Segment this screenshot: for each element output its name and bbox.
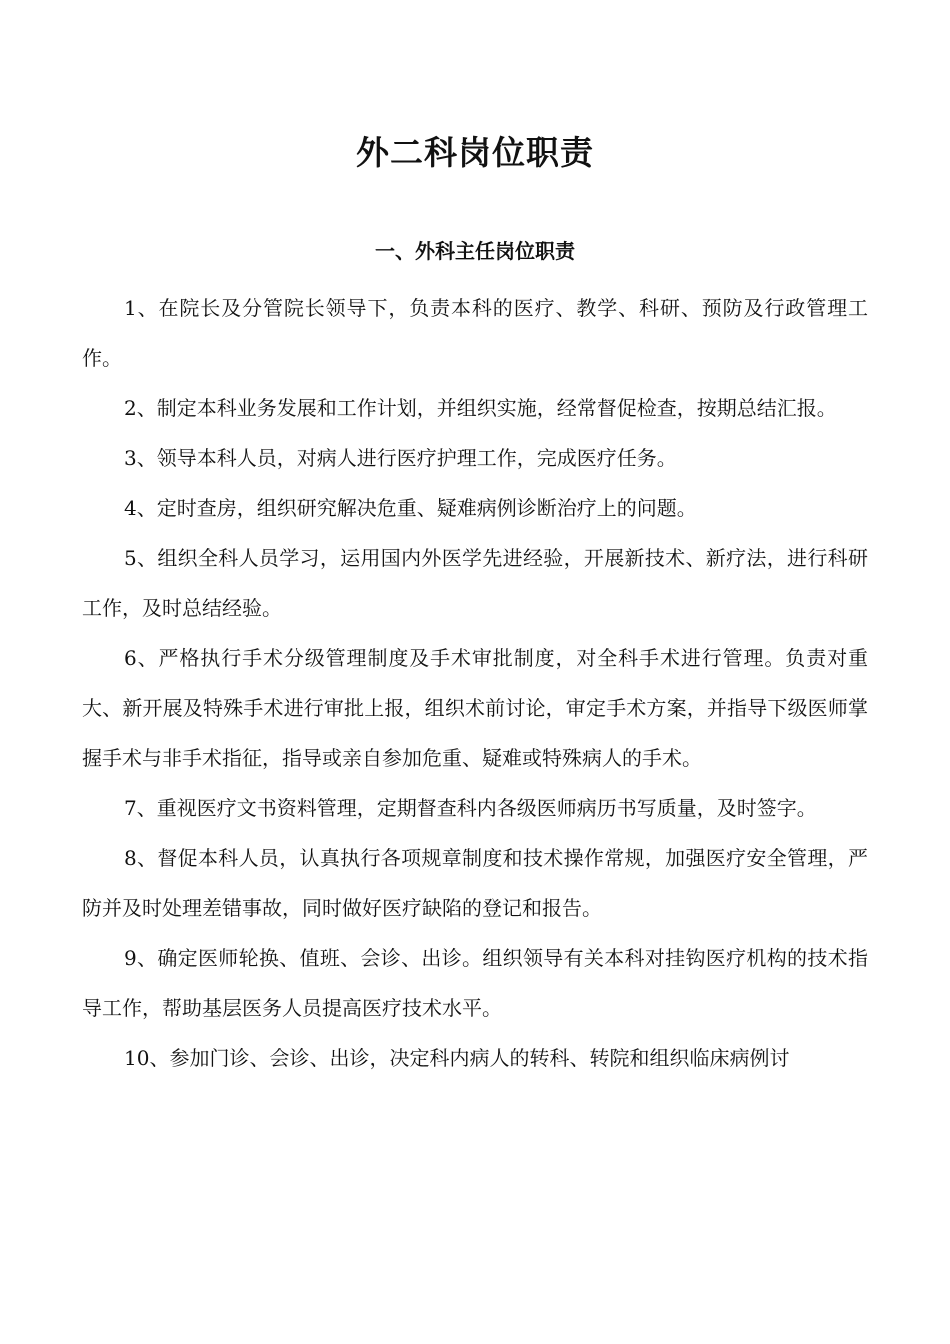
section-heading: 一、外科主任岗位职责 [375,239,575,263]
paragraph-4: 4、定时查房，组织研究解决危重、疑难病例诊断治疗上的问题。 [124,496,697,520]
document-body [82,283,868,1083]
paragraph-7: 7、重视医疗文书资料管理，定期督查科内各级医师病历书写质量，及时签字。 [124,796,817,820]
paragraph-3: 3、领导本科人员，对病人进行医疗护理工作，完成医疗任务。 [124,446,677,470]
paragraph-9: 9、确定医师轮换、值班、会诊、出诊。组织领导有关本科对挂钩医疗机构的技术指导工作，帮助基层医务人员提高医疗技术水平。 [82,946,868,1020]
paragraph-1: 1、在院长及分管院长领导下，负责本科的医疗、教学、科研、预防及行政管理工作。 [82,296,868,370]
paragraph-10: 10、参加门诊、会诊、出诊，决定科内病人的转科、转院和组织临床病例讨 [124,1046,790,1070]
paragraph-8: 8、督促本科人员，认真执行各项规章制度和技术操作常规，加强医疗安全管理，严防并及时处理差错事故，同时做好医疗缺陷的登记和报告。 [82,846,868,920]
document-title: 外二科岗位职责 [356,133,594,172]
paragraph-5: 5、组织全科人员学习，运用国内外医学先进经验，开展新技术、新疗法，进行科研工作，及时总结经验。 [82,546,868,620]
paragraph-6: 6、严格执行手术分级管理制度及手术审批制度，对全科手术进行管理。负责对重大、新开展及特殊手术进行审批上报，组织术前讨论，审定手术方案，并指导下级医师掌握手术与非手术指征，指导或亲自参加危重、疑难或特殊病人的手术。 [82,646,868,770]
paragraph-2: 2、制定本科业务发展和工作计划，并组织实施，经常督促检查，按期总结汇报。 [124,396,837,420]
